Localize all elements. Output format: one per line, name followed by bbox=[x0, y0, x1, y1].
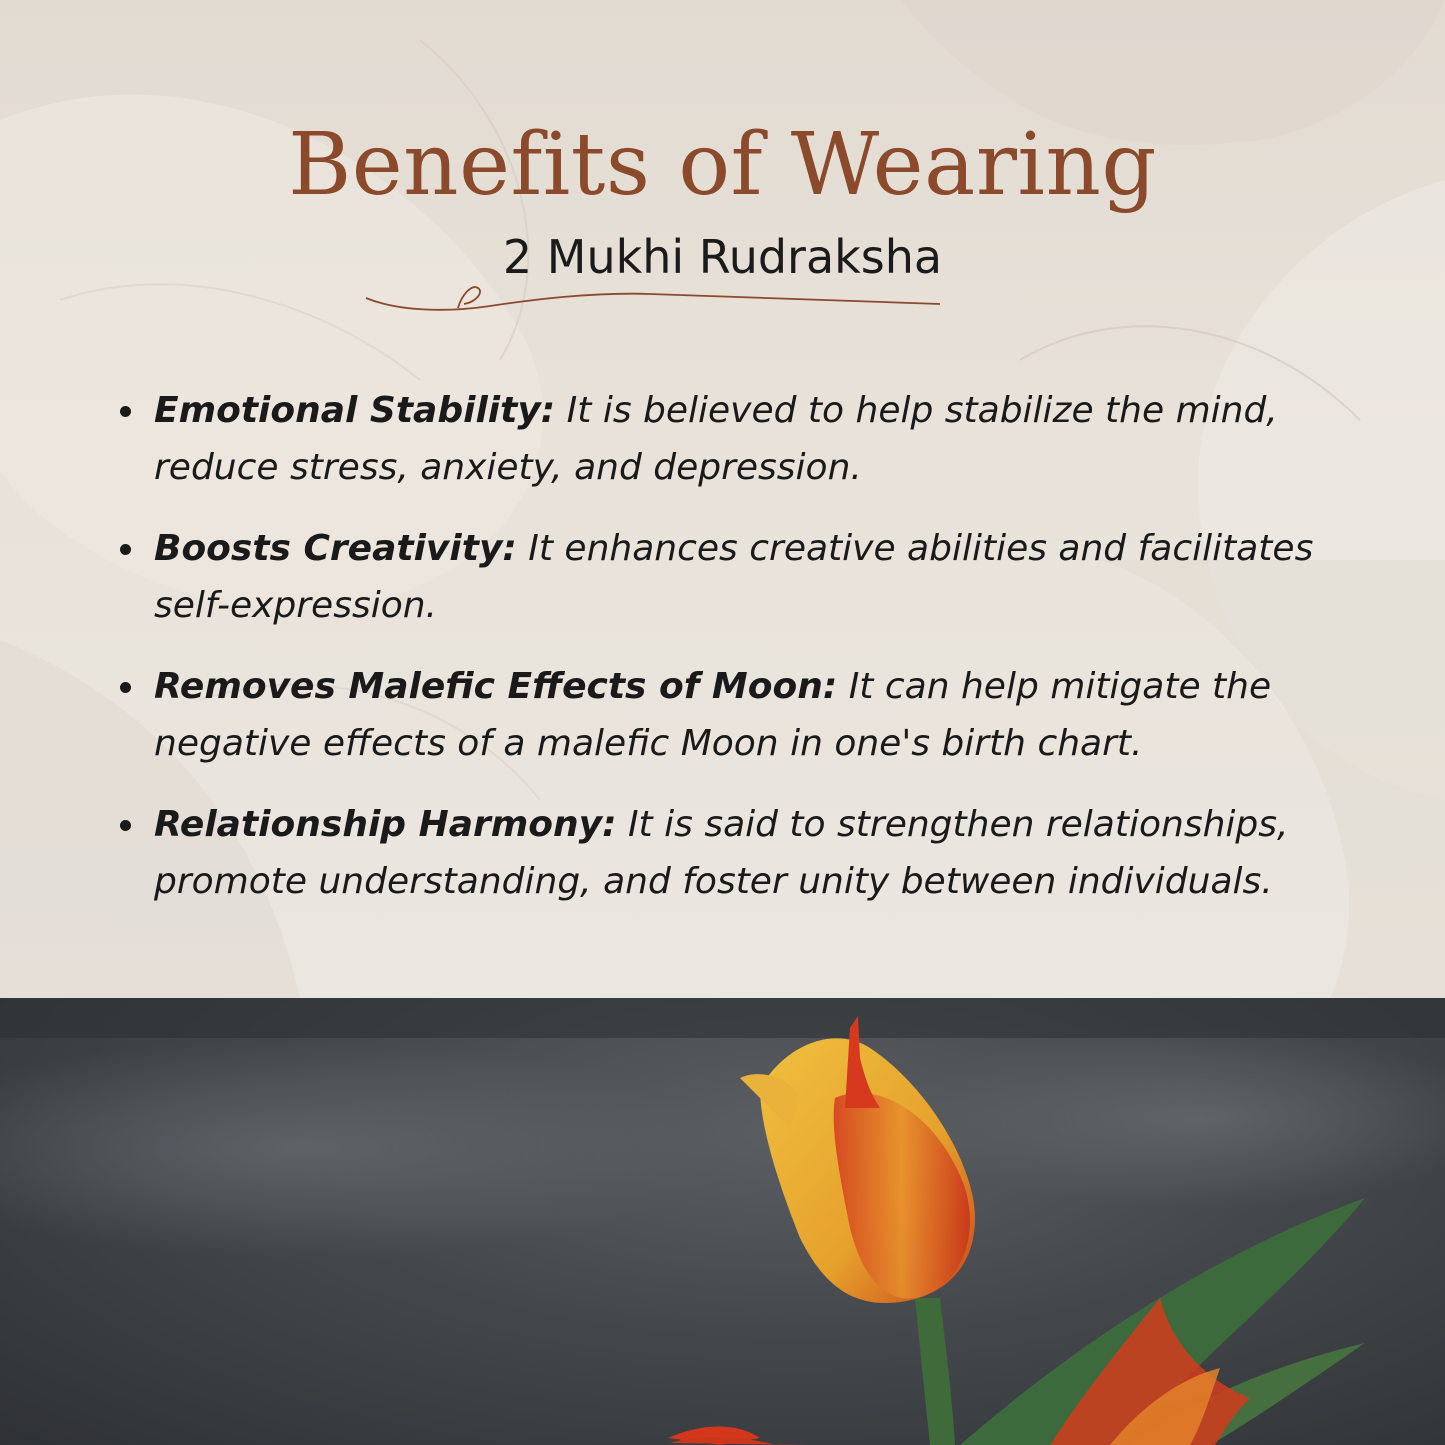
benefit-title: Emotional Stability: bbox=[154, 390, 556, 431]
benefit-text: It is believed to help stabilize the mind, reduce stress, anxiety, and depression. bbox=[154, 390, 1278, 488]
benefit-title: Boosts Creativity: bbox=[154, 528, 517, 569]
tulip-illustration bbox=[0, 998, 1445, 1445]
benefit-text: It can help mitigate the negative effects of a malefic Moon in one's birth chart. bbox=[154, 666, 1272, 764]
benefit-text: It is said to strengthen relationships, promote understanding, and foster unity between individuals. bbox=[154, 804, 1289, 902]
benefit-text: It enhances creative abilities and facilitates self-expression. bbox=[154, 528, 1314, 626]
page-title: Benefits of Wearing bbox=[288, 115, 1157, 215]
bullet-dot-icon bbox=[120, 682, 131, 693]
tulip-photo bbox=[0, 998, 1445, 1445]
list-item bbox=[112, 796, 1342, 910]
list-item bbox=[112, 658, 1342, 772]
list-item bbox=[112, 382, 1342, 496]
bullet-dot-icon bbox=[120, 820, 131, 831]
page-subtitle: 2 Mukhi Rudraksha bbox=[502, 230, 943, 284]
list-item bbox=[112, 520, 1342, 634]
flourish-divider-icon bbox=[360, 270, 950, 330]
benefit-title: Relationship Harmony: bbox=[154, 804, 617, 845]
benefits-list bbox=[112, 382, 1342, 934]
bullet-dot-icon bbox=[120, 406, 131, 417]
bullet-dot-icon bbox=[120, 544, 131, 555]
benefit-title: Removes Malefic Effects of Moon: bbox=[154, 666, 838, 707]
